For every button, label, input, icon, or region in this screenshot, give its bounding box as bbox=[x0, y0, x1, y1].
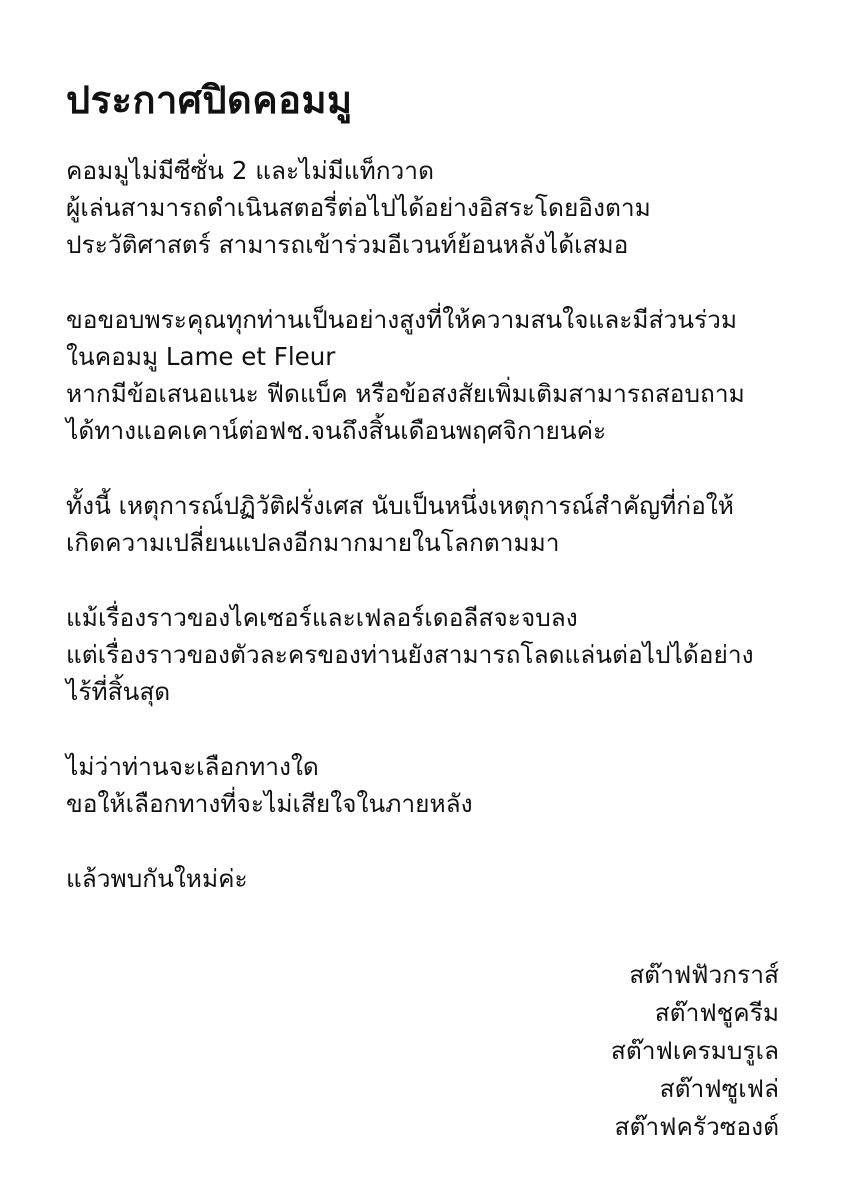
staff-signatures bbox=[611, 956, 779, 1146]
announcement-body bbox=[66, 152, 836, 935]
text-line: ทั้งนี้ เหตุการณ์ปฏิวัติฝรั่งเศส นับเป็นหนึ่งเหตุการณ์สำคัญที่ก่อให้ bbox=[66, 491, 734, 520]
text-line: เกิดความเปลี่ยนแปลงอีกมากมายในโลกตามมา bbox=[66, 528, 560, 557]
text-line: ในคอมมู Lame et Fleur bbox=[66, 342, 336, 371]
paragraph-history bbox=[66, 487, 836, 561]
signature-staff-5: สต๊าฟครัวซองต์ bbox=[614, 1112, 779, 1141]
page-title: ประกาศปิดคอมมู bbox=[66, 78, 353, 122]
text-line: ประวัติศาสตร์ สามารถเข้าร่วมอีเวนท์ย้อนหลังได้เสมอ bbox=[66, 230, 629, 259]
text-line: ขอขอบพระคุณทุกท่านเป็นอย่างสูงที่ให้ความสนใจและมีส่วนร่วม bbox=[66, 305, 738, 334]
text-line: แล้วพบกันใหม่ค่ะ bbox=[66, 864, 248, 893]
paragraph-season bbox=[66, 152, 836, 263]
text-line: แม้เรื่องราวของไคเซอร์และเฟลอร์เดอลีสจะจบลง bbox=[66, 603, 578, 632]
text-line: ได้ทางแอคเคาน์ต่อฟช.จนถึงสิ้นเดือนพฤศจิกายนค่ะ bbox=[66, 416, 607, 445]
paragraph-choice bbox=[66, 748, 836, 822]
text-line: หากมีข้อเสนอแนะ ฟีดแบ็ค หรือข้อสงสัยเพิ่มเติมสามารถสอบถาม bbox=[66, 379, 745, 408]
text-line: ไร้ที่สิ้นสุด bbox=[66, 677, 171, 706]
signature-staff-3: สต๊าฟเครมบรูเล bbox=[610, 1036, 779, 1065]
text-line: แต่เรื่องราวของตัวละครของท่านยังสามารถโลดแล่นต่อไปได้อย่าง bbox=[66, 640, 754, 669]
text-line: คอมมูไม่มีซีซั่น 2 และไม่มีแท็กวาด bbox=[66, 156, 434, 185]
paragraph-story bbox=[66, 599, 836, 710]
text-line: ไม่ว่าท่านจะเลือกทางใด bbox=[66, 752, 319, 781]
paragraph-thanks bbox=[66, 301, 836, 449]
text-line: ขอให้เลือกทางที่จะไม่เสียใจในภายหลัง bbox=[66, 789, 473, 818]
signature-staff-4: สต๊าฟซูเฟล่ bbox=[659, 1074, 779, 1103]
signature-staff-1: สต๊าฟฟัวกราส์ bbox=[629, 960, 779, 989]
text-line: ผู้เล่นสามารถดำเนินสตอรี่ต่อไปได้อย่างอิสระโดยอิงตาม bbox=[66, 193, 651, 222]
paragraph-farewell bbox=[66, 860, 836, 897]
signature-staff-2: สต๊าฟชูครีม bbox=[654, 998, 779, 1027]
